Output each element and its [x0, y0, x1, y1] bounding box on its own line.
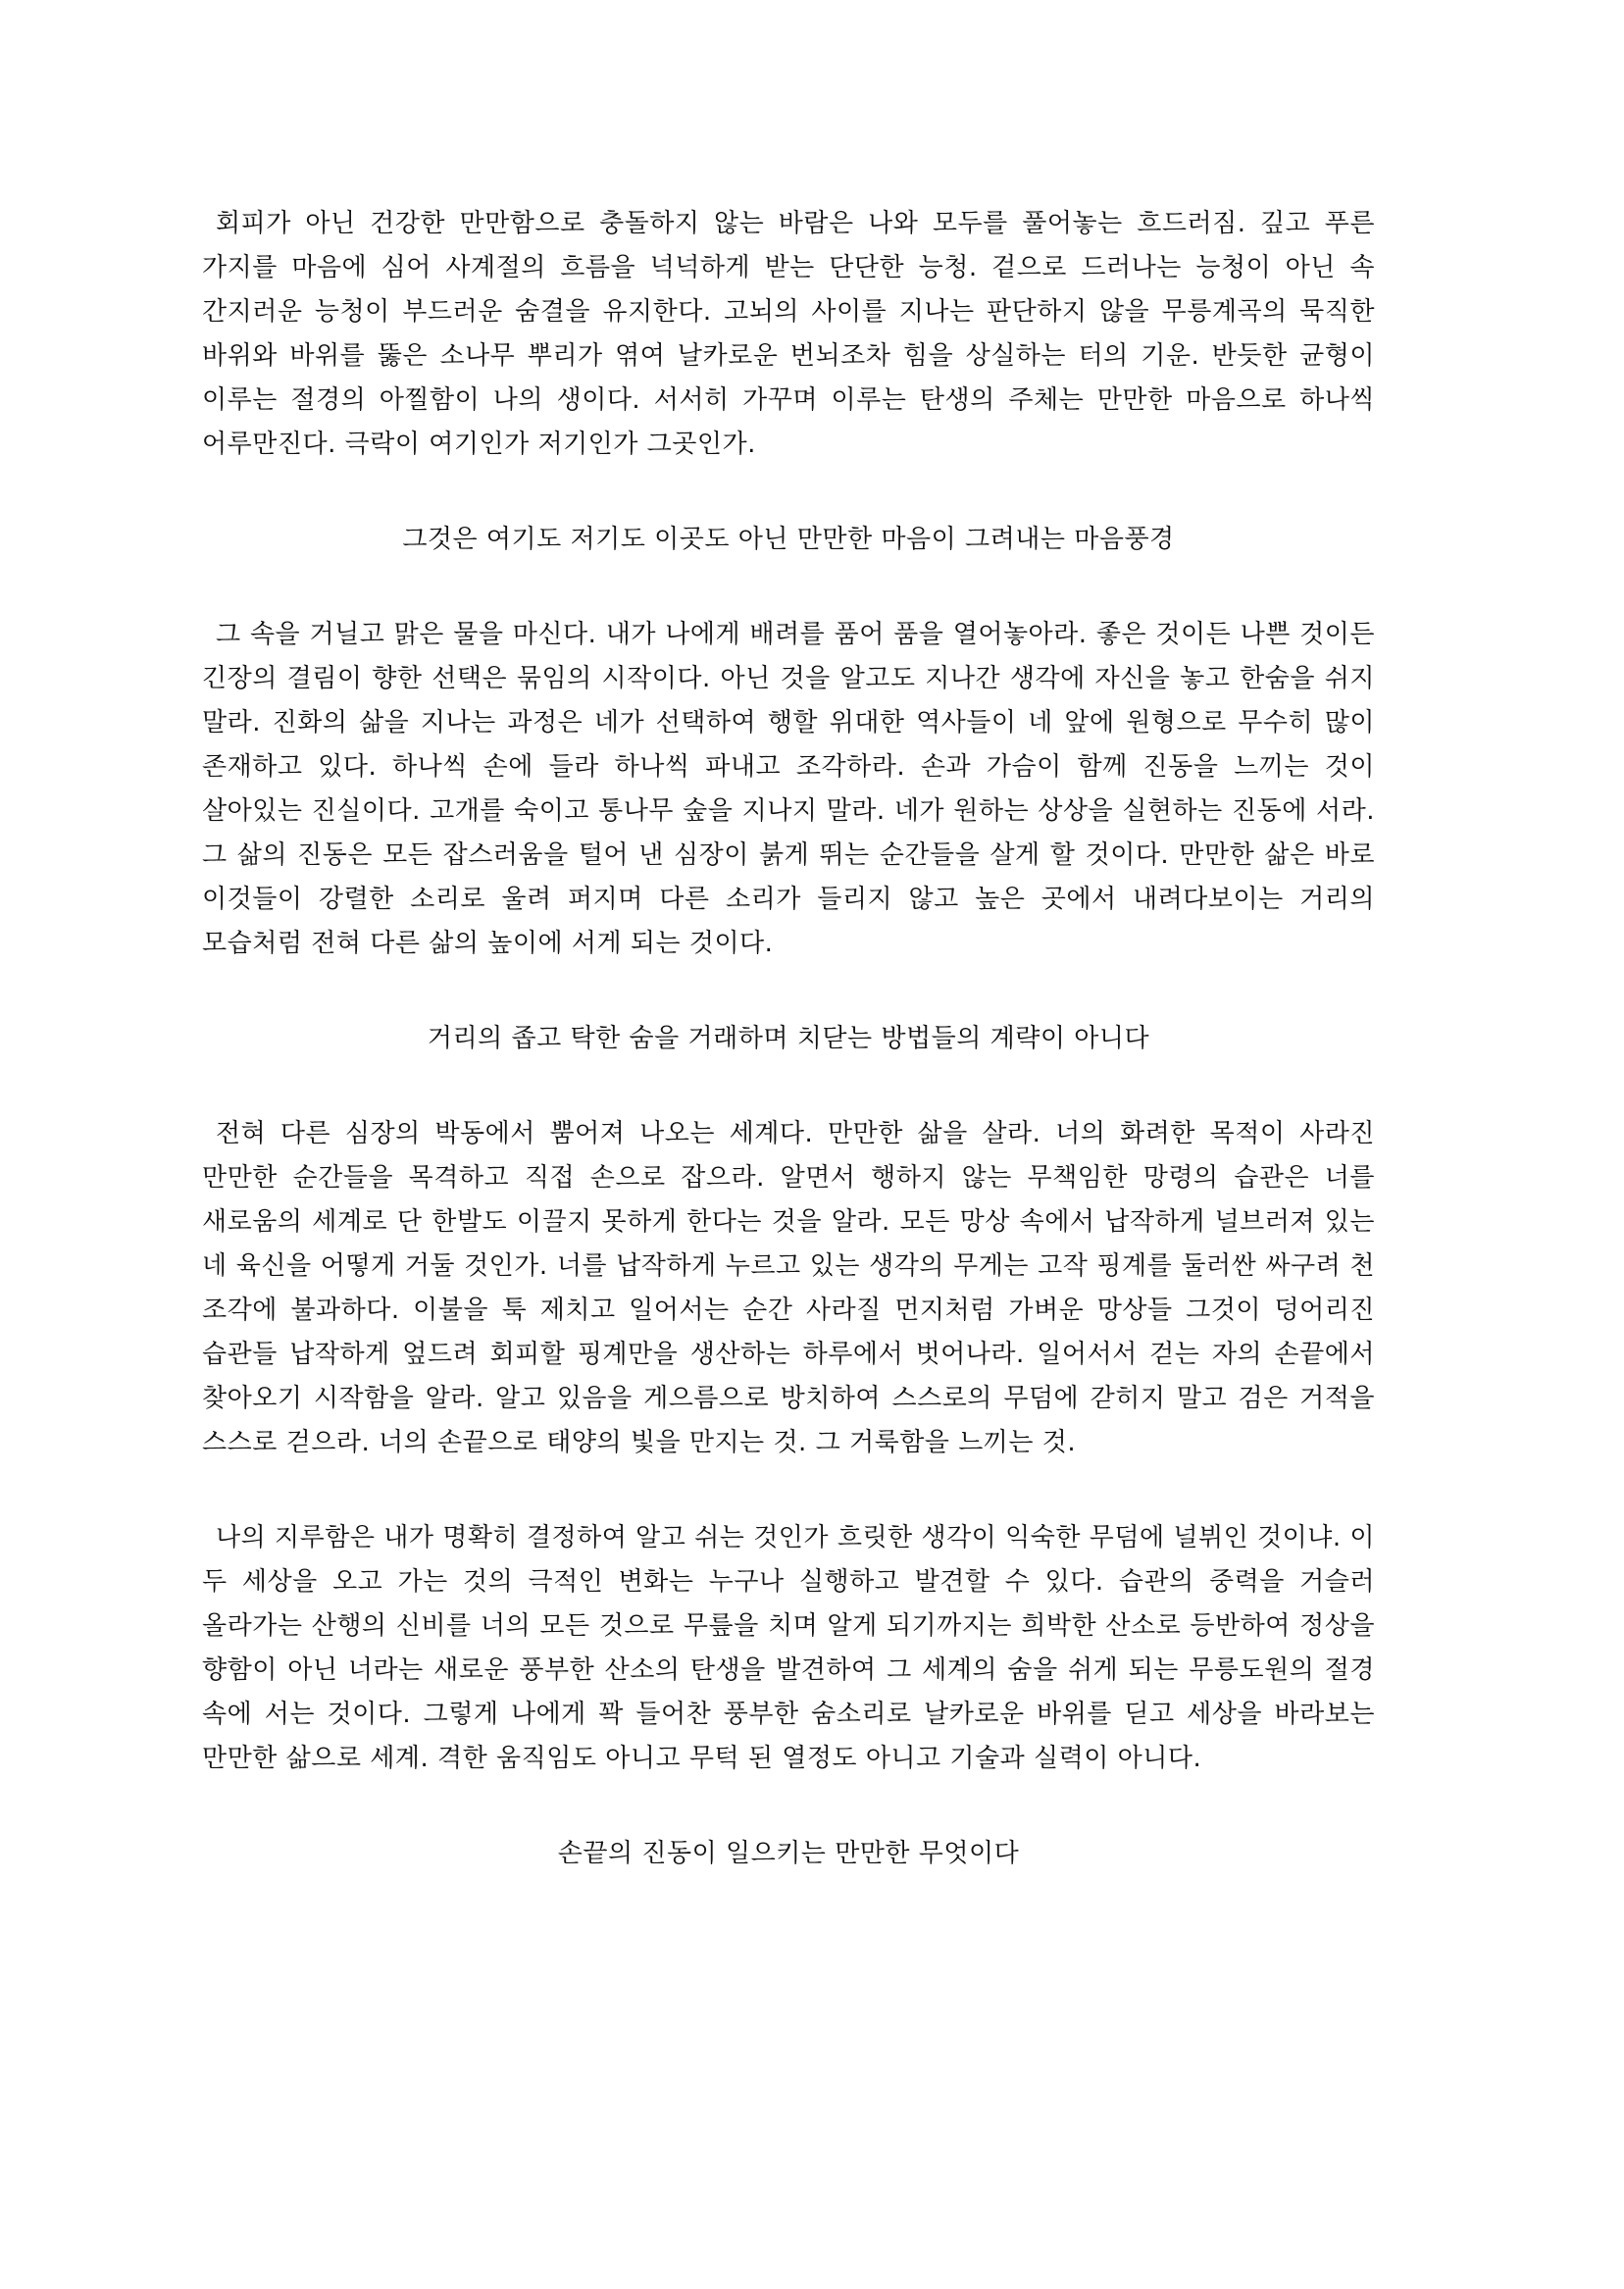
body-paragraph: 전혀 다른 심장의 박동에서 뿜어져 나오는 세계다. 만만한 삶을 살라. 너의 화려한 목적이 사라진 만만한 순간들을 목격하고 직접 손으로 잡으라. 알면서 행하지 않는 무책임한 망령의 습관은 너를 새로움의 세계로 단 한발도 이끌지 못하게 한다는 것을 알라. 모든 망상 속에서 납작하게 널브러져 있는 네 육신을 어떻게 거둘 것인가. 너를 납작하게 누르고 있는 생각의 무게는 고작 핑계를 둘러싼 싸구려 천 조각에 불과하다. 이불을 툭 제치고 일어서는 순간 사라질 먼지처럼 가벼운 망상들 그것이 덩어리진 습관들 납작하게 엎드려 회피할 핑계만을 생산하는 하루에서 벗어나라. 일어서서 걷는 자의 손끝에서 찾아오기 시작함을 알라. 알고 있음을 게으름으로 방치하여 스스로의 무덤에 갇히지 말고 검은 거적을 스스로 걷으라. 너의 손끝으로 태양의 빛을 만지는 것. 그 거룩함을 느끼는 것.: [202, 1119, 1375, 1457]
section-heading: 그것은 여기도 저기도 이곳도 아닌 만만한 마음이 그려내는 마음풍경: [402, 525, 1175, 554]
body-paragraph: 그 속을 거닐고 맑은 물을 마신다. 내가 나에게 배려를 품어 품을 열어놓아라. 좋은 것이든 나쁜 것이든 긴장의 결림이 향한 선택은 묶임의 시작이다. 아닌 것을 알고도 지나간 생각에 자신을 놓고 한숨을 쉬지 말라. 진화의 삶을 지나는 과정은 네가 선택하여 행할 위대한 역사들이 네 앞에 원형으로 무수히 많이 존재하고 있다. 하나씩 손에 들라 하나씩 파내고 조각하라. 손과 가슴이 함께 진동을 느끼는 것이 살아있는 진실이다. 고개를 숙이고 통나무 숲을 지나지 말라. 네가 원하는 상상을 실현하는 진동에 서라. 그 삶의 진동은 모든 잡스러움을 털어 낸 심장이 붉게 뛰는 순간들을 살게 할 것이다. 만만한 삶은 바로 이것들이 강렬한 소리로 울려 퍼지며 다른 소리가 들리지 않고 높은 곳에서 내려다보이는 거리의 모습처럼 전혀 다른 삶의 높이에 서게 되는 것이다.: [202, 620, 1375, 958]
body-paragraph: 나의 지루함은 내가 명확히 결정하여 알고 쉬는 것인가 흐릿한 생각이 익숙한 무덤에 널뷔인 것이냐. 이 두 세상을 오고 가는 것의 극적인 변화는 누구나 실행하고 발견할 수 있다. 습관의 중력을 거슬러 올라가는 산행의 신비를 너의 모든 것으로 무릎을 치며 알게 되기까지는 희박한 산소로 등반하여 정상을 향함이 아닌 너라는 새로운 풍부한 산소의 탄생을 발견하여 그 세계의 숨을 쉬게 되는 무릉도원의 절경 속에 서는 것이다. 그렇게 나에게 꽉 들어찬 풍부한 숨소리로 날카로운 바위를 딛고 세상을 바라보는 만만한 삶으로 세계. 격한 움직임도 아니고 무턱 된 열정도 아니고 기술과 실력이 아니다.: [202, 1523, 1375, 1773]
body-paragraph: 회피가 아닌 건강한 만만함으로 충돌하지 않는 바람은 나와 모두를 풀어놓는 흐드러짐. 깊고 푸른 가지를 마음에 심어 사계절의 흐름을 넉넉하게 받는 단단한 능청. 겉으로 드러나는 능청이 아닌 속 간지러운 능청이 부드러운 숨결을 유지한다. 고뇌의 사이를 지나는 판단하지 않을 무릉계곡의 묵직한 바위와 바위를 뚫은 소나무 뿌리가 엮여 날카로운 번뇌조차 힘을 상실하는 터의 기운. 반듯한 균형이 이루는 절경의 아찔함이 나의 생이다. 서서히 가꾸며 이루는 탄생의 주체는 만만한 마음으로 하나씩 어루만진다. 극락이 여기인가 저기인가 그곳인가.: [202, 209, 1375, 459]
section-heading: 손끝의 진동이 일으키는 만만한 무엇이다: [557, 1839, 1020, 1868]
section-heading: 거리의 좁고 탁한 숨을 거래하며 치닫는 방법들의 계략이 아니다: [427, 1024, 1150, 1053]
document-body: [202, 202, 1375, 1876]
